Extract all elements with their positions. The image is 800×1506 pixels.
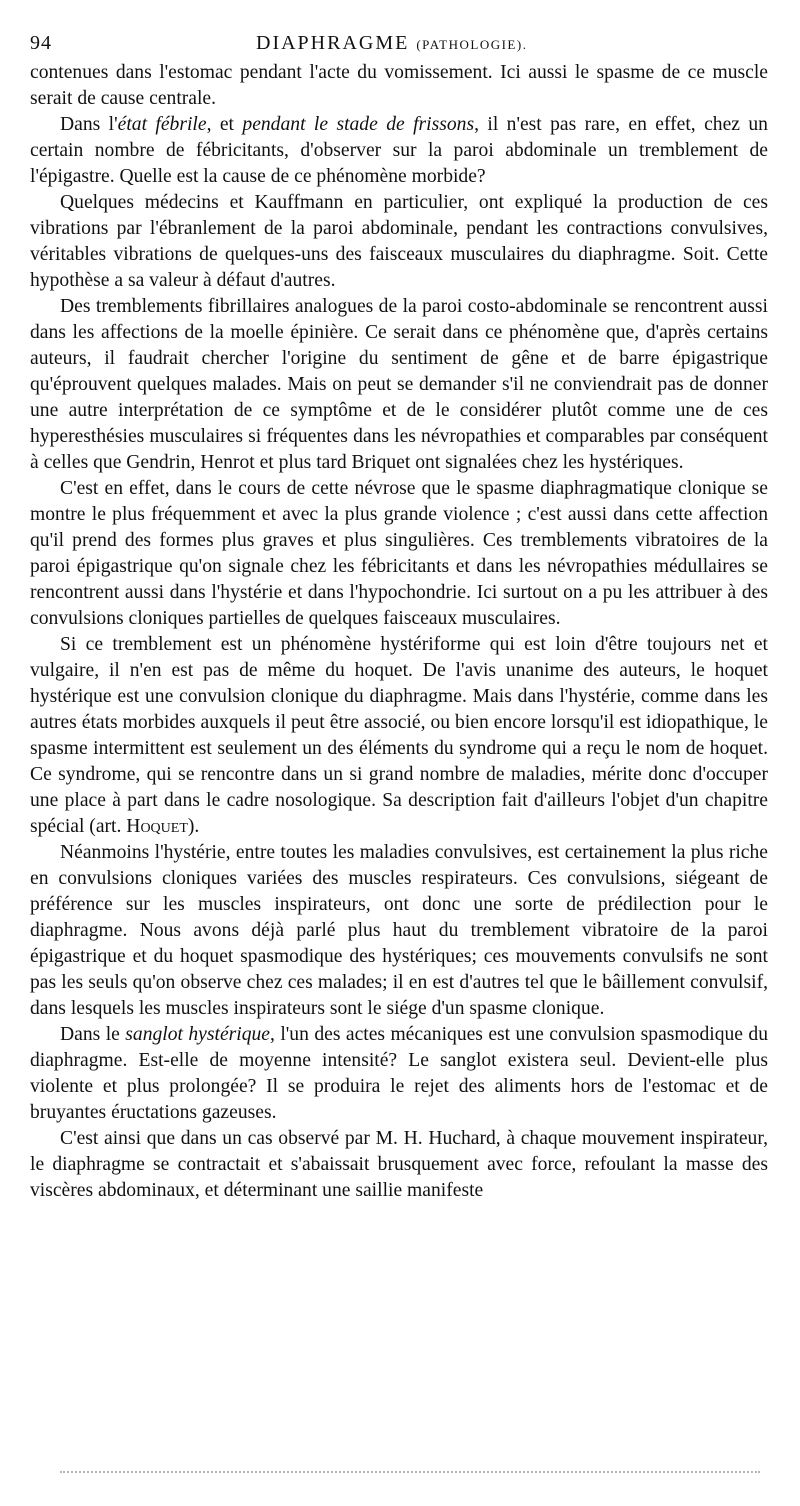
paragraph (30, 112, 768, 190)
text-run: , il n'est pas rare, en effet, chez un certain nombre de fébricitants, d'observer sur la paroi abdominale un tremblement de l'épigastre. Quelle est la cause de ce phénomène morbide? (30, 114, 768, 187)
paragraph (30, 190, 768, 294)
paragraph (30, 294, 768, 476)
paragraph (30, 632, 768, 840)
body-text (30, 60, 768, 1204)
paragraph (30, 1022, 768, 1126)
italic-phrase: pendant le stade de frissons (242, 114, 475, 135)
text-run: Si ce tremblement est un phénomène hystériforme qui est loin d'être toujours net et vulgaire, il n'en est pas de même du hoquet. De l'avis unanime des auteurs, le hoquet hystérique est une convulsion clonique du diaphragme. Mais dans l'hystérie, comme dans les autres états morbides auxquels il peut être associé, ou bien encore lorsqu'il est idiopathique, le spasme intermittent est seulement un des éléments du syndrome qui a reçu le nom de hoquet. Ce syndrome, qui se rencontre dans un si grand nombre de maladies, mérite donc d'occuper une place à part dans le cadre nosologique. Sa description fait d'ailleurs l'objet d'un chapitre spécial (art. (30, 634, 768, 837)
text-run: Quelques médecins et Kauffmann en particulier, ont expliqué la production de ces vibrations par l'ébranlement de la paroi abdominale, pendant les contractions convulsives, véritables vibrations de quelques-uns des faisceaux musculaires du diaphragme. Soit. Cette hypothèse a sa valeur à défaut d'autres. (30, 192, 768, 291)
smallcaps-reference: Hoquet (126, 816, 188, 837)
text-run: contenues dans l'estomac pendant l'acte du vomissement. Ici aussi le spasme de ce muscle serait de cause centrale. (30, 62, 768, 109)
text-run: , l'un des actes mécaniques est une convulsion spasmodique du diaphragme. Est-elle de moyenne intensité? Le sanglot existera seul. Devient-elle plus violente et plus prolongée? Il se produira le rejet des aliments hors de l'estomac et de bruyantes éructations gazeuses. (30, 1024, 768, 1123)
book-page (30, 26, 768, 1204)
paragraph (30, 1126, 768, 1204)
paragraph (30, 840, 768, 1022)
running-title-main: DIAPHRAGME (256, 32, 410, 54)
text-run: , et (206, 114, 243, 135)
text-run: Dans le (60, 1024, 126, 1045)
bottom-edge-artifact (60, 1471, 760, 1473)
page-number: 94 (30, 32, 52, 54)
text-run: C'est ainsi que dans un cas observé par M. H. Huchard, à chaque mouvement inspirateur, le diaphragme se contractait et s'abaissait brusquement avec force, refoulant la masse des viscères abdominaux, et déterminant une saillie manifeste (30, 1128, 768, 1201)
paragraph (30, 60, 768, 112)
text-run: Dans l' (60, 114, 118, 135)
italic-phrase: état fébrile (117, 114, 207, 135)
text-run: C'est en effet, dans le cours de cette névrose que le spasme diaphragmatique clonique se montre le plus fréquemment et avec la plus grande violence ; c'est aussi dans cette affection qu'il prend des formes plus graves et plus singulières. Ces tremblements vibratoires de la paroi épigastrique qu'on signale chez les fébricitants et dans les névropathies médullaires se rencontrent aussi dans l'hystérie et dans l'hypochondrie. Ici surtout on a pu les attribuer à des convulsions cloniques partielles de quelques faisceaux musculaires. (30, 478, 768, 629)
running-title (256, 32, 527, 55)
running-title-subtitle: (PATHOLOGIE). (416, 37, 528, 52)
paragraph (30, 476, 768, 632)
running-header (30, 26, 768, 54)
text-run: Des tremblements fibrillaires analogues de la paroi costo-abdominale se rencontrent aussi dans les affections de la moelle épinière. Ce serait dans ce phénomène que, d'après certains auteurs, il faudrait chercher l'origine du sentiment de gêne et de barre épigastrique qu'éprouvent quelques malades. Mais on peut se demander s'il ne conviendrait pas de donner une autre interprétation de ce symptôme et de le considérer plutôt comme une de ces hyperesthésies musculaires si fréquentes dans les névropathies et comparables par conséquent à celles que Gendrin, Henrot et plus tard Briquet ont signalées chez les hystériques. (30, 296, 768, 473)
text-run: Néanmoins l'hystérie, entre toutes les maladies convulsives, est certainement la plus riche en convulsions cloniques variées des muscles respirateurs. Ces convulsions, siégeant de préférence sur les muscles inspirateurs, ont donc une sorte de prédilection pour le diaphragme. Nous avons déjà parlé plus haut du tremblement vibratoire de la paroi épigastrique et du hoquet spasmodique des hystériques; ces mouvements convulsifs ne sont pas les seuls qu'on observe chez ces malades; il en est d'autres tel que le bâillement convulsif, dans lesquels les muscles inspirateurs sont le siége d'un spasme clonique. (30, 842, 768, 1019)
text-run: ). (187, 816, 200, 837)
italic-phrase: sanglot hystérique (125, 1024, 271, 1045)
